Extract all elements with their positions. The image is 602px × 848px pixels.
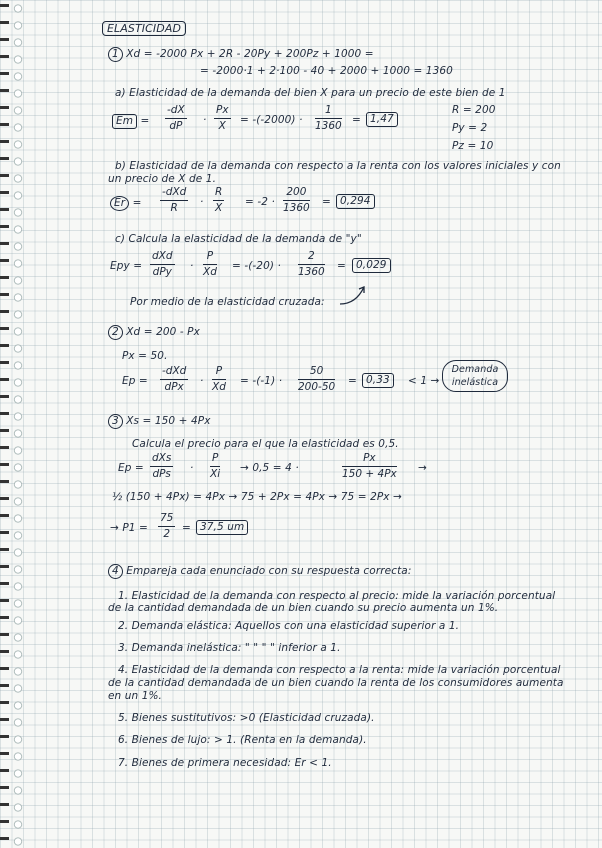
epy-label: Epy = [110,260,143,272]
er-fraction-1: -dXd R [162,186,187,214]
er-fraction-2: $\frac{R}{X}$ [215,186,223,214]
p2-fraction-3: $\frac{50}{200-50}$ [298,365,336,393]
p3-fraction-1: dXs dPs [152,452,172,480]
em-label: Em = [112,114,149,129]
spiral-binding [0,0,28,848]
part-b-statement-line1: b) Elasticidad de la demanda con respecto a la renta con los valores iniciales y con [115,160,561,172]
problem-number-1: 1 [108,47,123,62]
epy-middle: = -(-20) · [232,260,281,272]
problem-3-question: Calcula el precio para el que la elasticidad es 0,5. [132,438,399,450]
er-middle: = -2 · [245,196,275,208]
problem-number-4: 4 [108,564,123,579]
epy-fraction-2: $\frac{P}{Xd}$ [203,250,217,278]
problem-1-equation-line2: = -2000·1 + 2·100 - 40 + 2000 + 1000 = 1360 [200,65,453,77]
er-fraction-3: $\frac{200}{1360}$ [283,186,310,214]
p4-item-7: 7. Bienes de primera necesidad: Er < 1. [118,757,332,769]
p2-demand-tag: Demanda inelástica [442,360,508,392]
p4-item-2: 2. Demanda elástica: Aquellos con una elasticidad superior a 1. [118,620,460,632]
arrow-icon [338,284,368,306]
part-c-statement: c) Calcula la elasticidad de la demanda de "y" [115,233,362,245]
notebook-page: ELASTICIDAD 1 Xd = -2000 Px + 2R - 20Py + 200Pz + 1000 = = -2000·1 + 2·100 - 40 + 2000 + 1000 = 1360 a) Elasticidad de la demanda del bien X para un precio de este bien de 1 Em = $\frac{-dX}{dP}$ · $\frac{Px}{X}$ = -(-2000) · $\frac{1}{1360}$ = 1,47 R = 200 Py = 2 Pz = 10 b) Elasticidad de la demanda con respecto a la renta con los valores iniciales y con un precio de X de 1. Er = -dXd R · $\frac{R}{X}$ = -2 · $\frac{200}{1360}$ = 0,294 c) Calcula la elasticidad de la demanda de "y" Epy = dXd dPy · $\frac{P}{Xd}$ = -(-20) · $\frac{2}{1360}$ = 0,029 Por medio de la elasticidad cruzada: 2 Xd = 200 - Px Px = 50. Ep = -dXd dPx · $\frac{P}{Xd}$ = -(-1) · $\frac{50}{200-50}$ = 0,33 < 1 → Demanda inelástica 3 Xs = 150 + 4Px Calcula el precio para el que la elasticidad es 0,5. Ep = dXs dPs · $\frac{P}{Xi}$ → 0,5 = 4 · $\frac{Px}{150 + 4Px}$ → ½ (150 + 4Px) = 4Px → 75 + 2Px = 4Px → 75 = 2Px → → P1 = $\frac{75}{2}$ = 37,5 um 4 Empareja cada enunciado con su respuesta correcta: 1. Elasticidad de la demanda con respecto al precio: mide la variación porcentual de la cantidad demandada de un bien cuando su precio aumenta un 1%. 2. Demanda elástica: Aquellos con una elasticidad superior a 1. 3. Demanda inelástica: " " " " inferior a 1. 4. Elasticidad de la demanda con respecto a la renta: mide la variación porcentual de la cantidad demandada de un bien cuando la renta de los consumidores aumenta en un 1%. 5. Bienes sustitutivos: >0 (Elasticidad cruzada). 6. Bienes de lujo: > 1. (Renta en la demanda). 7. Bienes de primera necesidad: Er < 1. [0,0,602,848]
cross-elasticity-note: Por medio de la elasticidad cruzada: [130,296,325,308]
p4-item-4b: de la cantidad demandada de un bien cuando la renta de los consumidores aumenta [108,677,564,689]
p2-comparison: < 1 → [408,375,440,387]
problem-3-ep-label: Ep = [118,462,144,474]
em-result: 1,47 [366,112,398,127]
p3-fraction-2: $\frac{P}{Xi}$ [210,452,221,480]
em-fraction-2: $\frac{Px}{X}$ [216,104,229,132]
problem-3-derivation: ½ (150 + 4Px) = 4Px → 75 + 2Px = 4Px → 75 = 2Px → [112,491,402,503]
em-fraction-3: $\frac{1}{1360}$ [315,104,342,132]
p2-fraction-2: $\frac{P}{Xd}$ [212,365,226,393]
p4-item-4c: en un 1%. [108,690,162,702]
er-result: 0,294 [336,194,375,209]
problem-3-equation: 3 Xs = 150 + 4Px [108,414,211,429]
problem-number-3: 3 [108,414,123,429]
page-title: ELASTICIDAD [102,22,186,35]
p1-fraction: $\frac{75}{2}$ [160,512,174,540]
em-fraction-1: $\frac{-dX}{dP}$ [167,104,185,132]
problem-2-equation: 2 Xd = 200 - Px [108,325,200,340]
p4-item-1b: de la cantidad demandada de un bien cuando su precio aumenta un 1%. [108,602,499,614]
er-label: Er = [110,196,142,211]
p4-item-4a: 4. Elasticidad de la demanda con respecto a la renta: mide la variación porcentual [118,664,561,676]
problem-number-2: 2 [108,325,123,340]
p2-fraction-1: -dXd dPx [162,365,187,393]
p1-label: → P1 = [110,522,148,534]
em-middle: = -(-2000) · [240,114,303,126]
epy-fraction-1: dXd dPy [152,250,173,278]
p4-item-3: 3. Demanda inelástica: " " " " inferior a 1. [118,642,341,654]
problem-2-ep-label: Ep = [122,375,148,387]
problem-4-heading: 4 Empareja cada enunciado con su respuesta correcta: [108,564,411,579]
epy-result: 0,029 [352,258,391,273]
part-a-statement: a) Elasticidad de la demanda del bien X para un precio de este bien de 1 [115,87,506,99]
p4-item-1a: 1. Elasticidad de la demanda con respecto al precio: mide la variación porcentual [118,590,556,602]
p3-middle: → 0,5 = 4 · [240,462,299,474]
p4-item-5: 5. Bienes sustitutivos: >0 (Elasticidad cruzada). [118,712,375,724]
given-pz: Pz = 10 [452,140,494,152]
epy-fraction-3: $\frac{2}{1360}$ [298,250,325,278]
p3-fraction-3: $\frac{Px}{150 + 4Px}$ [342,452,397,480]
p2-result: 0,33 [362,373,394,388]
part-b-statement-line2: un precio de X de 1. [108,173,217,185]
problem-2-price: Px = 50. [122,350,168,362]
p2-middle: = -(-1) · [240,375,283,387]
problem-1-equation-line1: 1 Xd = -2000 Px + 2R - 20Py + 200Pz + 1000 = [108,47,374,62]
p1-result: 37,5 um [196,520,248,535]
given-py: Py = 2 [452,122,488,134]
p4-item-6: 6. Bienes de lujo: > 1. (Renta en la demanda). [118,734,367,746]
given-r: R = 200 [452,104,496,116]
